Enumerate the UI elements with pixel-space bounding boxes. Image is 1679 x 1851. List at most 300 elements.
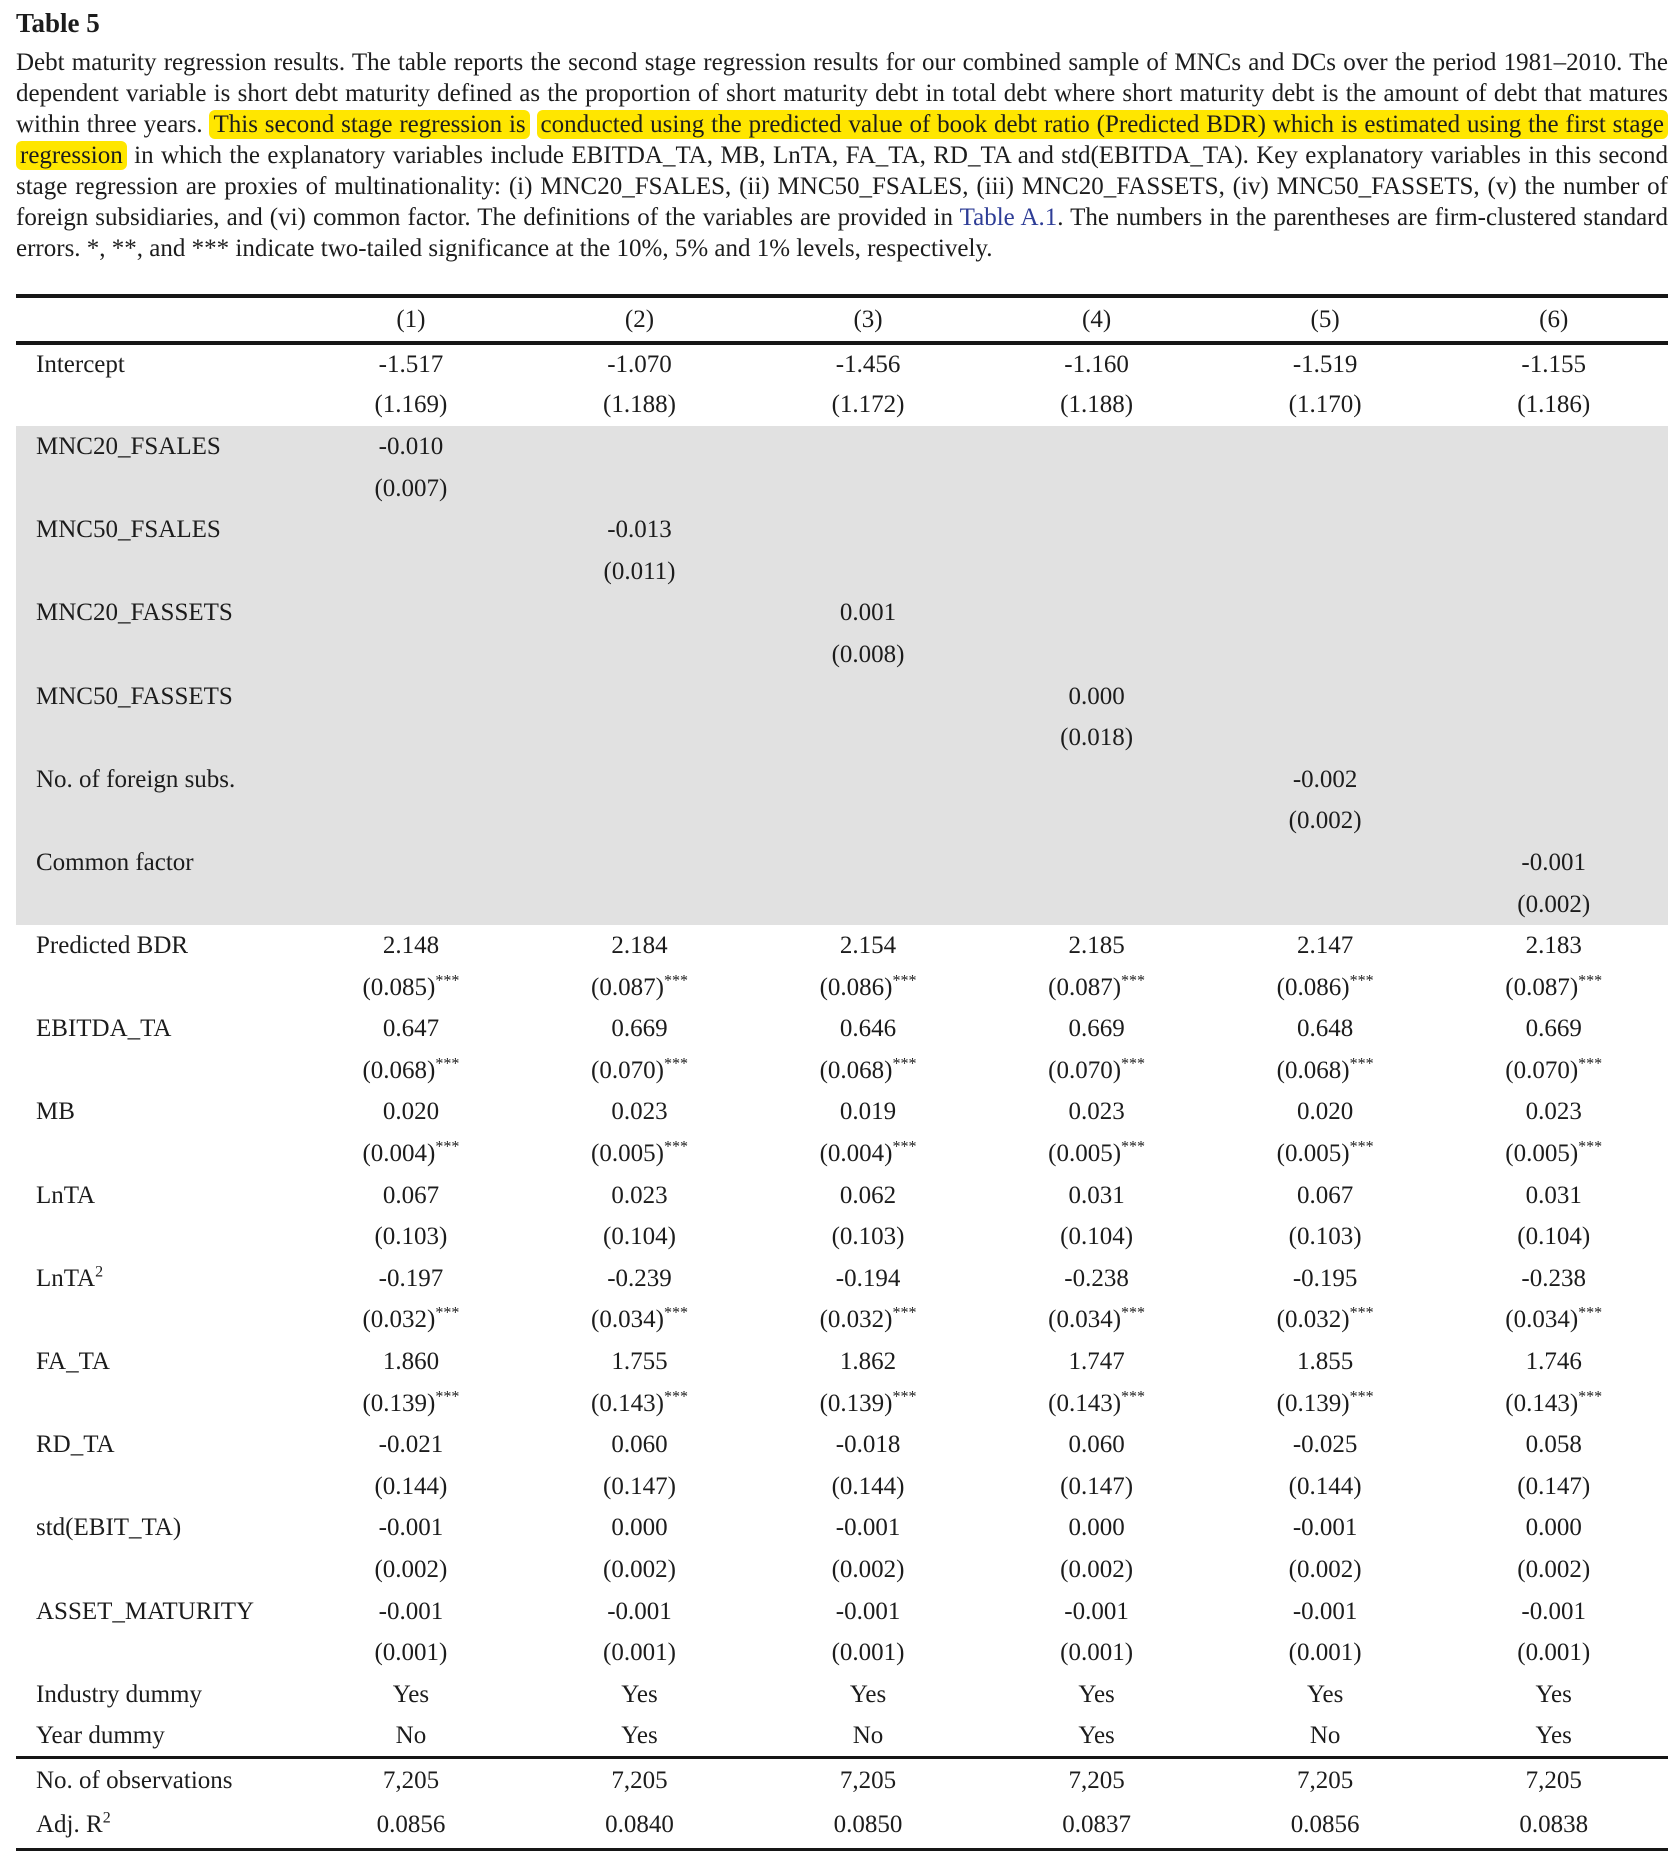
value-cell: 0.031 [1525,1181,1582,1209]
value-cell: (0.086)*** [1276,972,1374,1001]
value-cell [982,551,1211,593]
table-row [16,1383,1668,1425]
row-label [16,1216,297,1258]
value-cell: 0.647 [382,1015,440,1043]
table-row [16,759,1668,801]
row-label: ASSET_MATURITY [36,1597,255,1625]
row-label [16,884,297,926]
value-cell [982,634,1211,676]
value-cell: 0.0856 [376,1811,446,1839]
value-cell: (0.068)*** [819,1055,917,1084]
value-cell: (1.172) [831,391,905,419]
value-cell: (0.032)*** [819,1305,917,1334]
value-cell: -0.001 [1292,1514,1358,1542]
value-cell: (0.007) [374,474,448,502]
value-cell: -0.001 [1521,1597,1586,1625]
table-row [16,1716,1668,1758]
value-cell: (0.005)*** [591,1138,688,1168]
value-cell [754,468,983,510]
value-cell [754,676,983,718]
row-label [16,717,297,759]
value-cell: (0.139)*** [362,1388,460,1417]
value-cell: -0.001 [835,1514,901,1542]
row-label [16,967,297,1009]
value-cell: 1.755 [611,1348,668,1376]
value-cell: (0.002) [1288,1556,1362,1584]
row-label: MB [36,1098,75,1126]
row-label: std(EBIT_TA) [36,1514,182,1542]
value-cell [1439,426,1668,468]
value-cell: 1.860 [382,1348,440,1376]
value-cell: -0.194 [835,1264,901,1292]
table-row [16,1258,1668,1300]
table-row [16,593,1668,635]
value-cell: (0.143)*** [591,1388,688,1417]
value-cell: 0.067 [382,1181,440,1209]
value-cell [297,759,526,801]
table-row [16,1591,1668,1633]
value-cell: (0.103) [374,1223,448,1251]
value-cell: (0.001) [1288,1639,1362,1667]
value-cell: -0.002 [1292,765,1358,793]
row-label: No. of foreign subs. [36,765,236,793]
value-cell: (0.001) [1060,1639,1134,1667]
value-cell: -0.001 [378,1597,444,1625]
highlight-span: This second stage regression is [209,110,529,139]
value-cell: 0.023 [611,1181,668,1209]
value-cell [1439,468,1668,510]
value-cell [525,801,754,843]
value-cell [297,884,526,926]
value-cell [297,717,526,759]
table-row [16,1133,1668,1175]
value-cell [297,801,526,843]
row-label: FA_TA [36,1348,110,1376]
value-cell: -0.001 [1521,848,1586,876]
value-cell: (0.004)*** [819,1138,917,1168]
value-cell: (0.070)*** [1048,1055,1146,1084]
value-cell: -1.070 [607,350,672,378]
table-row [16,343,1668,385]
value-cell: -0.238 [1521,1264,1586,1292]
value-cell [1211,717,1440,759]
value-cell: -0.195 [1292,1264,1358,1292]
value-cell [1439,676,1668,718]
value-cell: 0.000 [1068,682,1125,710]
value-cell: 1.746 [1525,1348,1582,1376]
value-cell: (0.139)*** [819,1388,917,1417]
value-cell [297,634,526,676]
row-label: LnTA$^2$ [36,1263,104,1292]
value-cell: -0.021 [378,1431,444,1459]
table-row [16,551,1668,593]
value-cell [982,842,1211,884]
value-cell: 2.154 [839,932,897,960]
value-cell: (0.085)*** [362,972,460,1001]
value-cell [982,426,1211,468]
value-cell: (0.002) [1288,807,1362,835]
value-cell: (0.068)*** [1276,1055,1374,1084]
value-cell: (0.103) [1288,1223,1362,1251]
value-cell: -0.013 [607,516,672,544]
value-cell: (0.144) [1288,1472,1362,1500]
value-cell: -0.197 [378,1264,444,1292]
value-cell: 0.058 [1525,1431,1582,1459]
column-header: (6) [1539,305,1569,333]
value-cell: No [1309,1721,1341,1749]
row-label: MNC20_FSALES [36,432,221,460]
value-cell: Yes [621,1680,658,1708]
value-cell [1211,676,1440,718]
row-label: RD_TA [36,1431,115,1459]
row-label: Industry dummy [36,1680,202,1708]
value-cell: 7,205 [1068,1766,1125,1794]
value-cell: 0.001 [839,599,897,627]
row-label [16,1050,297,1092]
value-cell: (0.011) [603,557,676,585]
header-blank-cell [16,296,297,343]
value-cell: -0.238 [1064,1264,1129,1292]
value-cell: (0.002) [831,1556,905,1584]
row-label [16,468,297,510]
value-cell: -0.025 [1292,1431,1358,1459]
value-cell [754,801,983,843]
row-label: Common factor [36,848,194,876]
caption-text: in which the explanatory variables include EBITDA_TA, MB, LnTA, FA_TA, RD_TA and std(EBITDA_TA). Key explanatory variables in this second stage regression are proxies of multinationality: (i) MNC20_FSALES, (ii) MNC50_FSALES, (iii) MNC20_FASSETS, (iv) MNC50_FASSETS, (v) the number of foreign subsidiaries, and (vi) common factor. The definitions of the variables are provided in [16,142,1668,231]
value-cell [1211,884,1440,926]
value-cell: 0.019 [839,1098,897,1126]
value-cell: 0.060 [1068,1431,1125,1459]
table-row [16,884,1668,926]
value-cell: 0.000 [1525,1514,1582,1542]
table-row [16,634,1668,676]
value-cell: 0.0856 [1290,1811,1360,1839]
value-cell: 1.855 [1297,1348,1354,1376]
value-cell [1439,717,1668,759]
value-cell: (0.070)*** [1505,1055,1603,1084]
value-cell [982,884,1211,926]
value-cell: (0.034)*** [591,1305,688,1334]
table-row [16,1300,1668,1342]
value-cell [754,842,983,884]
value-cell: 0.023 [1525,1098,1582,1126]
table-caption [16,47,1668,264]
value-cell [1211,634,1440,676]
value-cell [297,842,526,884]
value-cell: 0.023 [611,1098,668,1126]
highlight-span: conducted using the predicted value of book debt ratio (Predicted BDR) which is estimated using the first stage regression [16,110,1668,170]
value-cell: (0.002) [1060,1556,1134,1584]
value-cell: -0.001 [378,1514,444,1542]
value-cell: -1.456 [835,350,901,378]
value-cell: (0.104) [603,1223,676,1251]
row-label [16,634,297,676]
table-row [16,1216,1668,1258]
value-cell: -1.517 [378,350,444,378]
value-cell [297,676,526,718]
value-cell: No [852,1721,884,1749]
value-cell: (0.002) [603,1556,676,1584]
value-cell: 7,205 [839,1766,897,1794]
value-cell: 7,205 [1297,1766,1354,1794]
value-cell: -0.001 [1292,1597,1358,1625]
row-label [16,551,297,593]
row-label: MNC50_FASSETS [36,682,233,710]
value-cell [1439,634,1668,676]
value-cell [525,759,754,801]
column-header: (5) [1310,305,1340,333]
row-label: Intercept [36,350,125,378]
row-label [16,801,297,843]
table-footer [16,1757,1668,1849]
column-header: (1) [396,305,426,333]
row-label [16,1549,297,1591]
table-row [16,1466,1668,1508]
value-cell: 0.648 [1297,1015,1354,1043]
table-row [16,1674,1668,1716]
value-cell [525,593,754,635]
row-label: MNC50_FSALES [36,516,221,544]
caption-text [530,111,537,138]
table-row [16,1092,1668,1134]
value-cell: Yes [1078,1721,1115,1749]
value-cell [1439,801,1668,843]
value-cell: 0.000 [1068,1514,1125,1542]
value-cell: -1.160 [1064,350,1129,378]
value-cell: (0.034)*** [1048,1305,1146,1334]
footer-row [16,1757,1668,1803]
value-cell: (0.104) [1517,1223,1591,1251]
value-cell: (0.002) [1517,890,1591,918]
value-cell: (0.002) [374,1556,448,1584]
value-cell: 0.067 [1297,1181,1354,1209]
value-cell [297,593,526,635]
value-cell [1211,593,1440,635]
value-cell: (1.188) [1060,391,1134,419]
value-cell [1439,593,1668,635]
value-cell [525,676,754,718]
value-cell: (0.005)*** [1505,1138,1603,1168]
value-cell: (0.144) [374,1472,448,1500]
value-cell: 0.000 [611,1514,668,1542]
row-label: No. of observations [36,1766,233,1794]
value-cell: 0.0838 [1519,1811,1589,1839]
row-label [16,1300,297,1342]
value-cell [525,634,754,676]
value-cell: 1.862 [839,1348,897,1376]
table-row [16,801,1668,843]
value-cell: -1.519 [1292,350,1358,378]
row-label [16,385,297,427]
value-cell: (0.005)*** [1048,1138,1146,1168]
table-row [16,842,1668,884]
table-row [16,385,1668,427]
value-cell: (0.001) [1517,1639,1591,1667]
value-cell: -0.001 [607,1597,672,1625]
value-cell [1211,468,1440,510]
value-cell [525,717,754,759]
value-cell: (0.087)*** [1048,972,1146,1001]
value-cell [982,759,1211,801]
value-cell [525,884,754,926]
value-cell [525,842,754,884]
value-cell: Yes [849,1680,887,1708]
value-cell: (0.086)*** [819,972,917,1001]
value-cell: (0.087)*** [591,972,688,1001]
table-a1-link[interactable]: Table A.1 [959,204,1058,231]
value-cell [1211,426,1440,468]
value-cell [754,717,983,759]
value-cell: (0.004)*** [362,1138,460,1168]
row-label: Predicted BDR [36,932,189,960]
value-cell [982,509,1211,551]
value-cell: 2.148 [382,932,440,960]
table-title: Table 5 [16,8,100,38]
value-cell: (1.186) [1517,391,1591,419]
value-cell: (0.087)*** [1505,972,1603,1001]
table-header [16,296,1668,343]
value-cell: Yes [1078,1680,1115,1708]
value-cell: 1.747 [1068,1348,1125,1376]
value-cell: (1.169) [374,391,448,419]
value-cell: 0.0840 [605,1811,674,1839]
value-cell: 2.185 [1068,932,1125,960]
table-row [16,426,1668,468]
value-cell: (1.188) [603,391,676,419]
value-cell [525,468,754,510]
value-cell: (0.001) [603,1639,676,1667]
value-cell: Yes [621,1721,658,1749]
value-cell: 7,205 [1525,1766,1582,1794]
value-cell [1439,551,1668,593]
table-row [16,925,1668,967]
row-label [16,1466,297,1508]
value-cell [297,551,526,593]
value-cell: 0.646 [839,1015,897,1043]
table-row [16,468,1668,510]
value-cell [754,509,983,551]
value-cell: 0.020 [382,1098,440,1126]
value-cell: (0.034)*** [1505,1305,1603,1334]
value-cell: 2.183 [1525,932,1582,960]
caption-text: Debt maturity regression results. The table reports the second stage regression results for our combined sample of MNCs and DCs over the period 1981–2010. The dependent variable is short debt maturity defined as the proportion of short maturity debt in total debt where short maturity debt is the amount of debt that matures within three years. [16,49,1668,138]
caption-text: . The numbers in the parentheses are firm-clustered standard errors. *, **, and *** indicate two-tailed significance at the 10%, 5% and 1% levels, respectively. [16,204,1668,262]
value-cell: 0.062 [839,1181,897,1209]
value-cell: 0.0850 [833,1811,903,1839]
value-cell: -0.001 [835,1597,901,1625]
table-row [16,1549,1668,1591]
row-label [16,1632,297,1674]
value-cell: (0.032)*** [362,1305,460,1334]
value-cell: No [395,1721,427,1749]
table-row [16,1050,1668,1092]
value-cell: (0.001) [374,1639,448,1667]
value-cell: (0.147) [1060,1472,1134,1500]
value-cell [754,426,983,468]
footer-row [16,1803,1668,1849]
table-row [16,676,1668,718]
value-cell: 0.023 [1068,1098,1125,1126]
value-cell: 0.031 [1068,1181,1125,1209]
value-cell: (0.068)*** [362,1055,460,1084]
value-cell [754,884,983,926]
value-cell: (0.147) [1517,1472,1591,1500]
value-cell [982,593,1211,635]
value-cell: -0.010 [378,432,444,460]
table-row [16,1175,1668,1217]
value-cell [1439,759,1668,801]
value-cell: Yes [1535,1680,1572,1708]
column-header-row [16,296,1668,343]
value-cell: (0.001) [831,1639,905,1667]
value-cell: 0.669 [1068,1015,1125,1043]
value-cell: -0.239 [607,1264,672,1292]
value-cell [525,426,754,468]
value-cell: Yes [1535,1721,1572,1749]
value-cell: -1.155 [1521,350,1586,378]
value-cell: 0.669 [611,1015,668,1043]
value-cell: -0.018 [835,1431,901,1459]
value-cell: 7,205 [382,1766,440,1794]
value-cell: (0.143)*** [1048,1388,1146,1417]
value-cell: 7,205 [611,1766,668,1794]
value-cell: (0.008) [831,640,905,668]
value-cell: Yes [1306,1680,1344,1708]
value-cell [1211,509,1440,551]
column-header: (2) [624,305,655,333]
value-cell [1439,509,1668,551]
row-label: Year dummy [36,1721,165,1749]
value-cell: (0.103) [831,1223,905,1251]
value-cell [297,509,526,551]
value-cell: 0.0837 [1062,1811,1131,1839]
value-cell: (0.139)*** [1276,1388,1374,1417]
row-label: MNC20_FASSETS [36,599,233,627]
value-cell: (0.002) [1517,1556,1591,1584]
value-cell: 2.184 [611,932,668,960]
value-cell: 2.147 [1297,932,1354,960]
value-cell: -0.001 [1064,1597,1129,1625]
value-cell [754,551,983,593]
table-row [16,967,1668,1009]
value-cell: (0.104) [1060,1223,1134,1251]
value-cell [982,801,1211,843]
column-header: (3) [853,305,883,333]
value-cell: (0.032)*** [1276,1305,1374,1334]
value-cell [1211,551,1440,593]
value-cell: (1.170) [1288,391,1362,419]
table-row [16,1424,1668,1466]
table-row [16,1341,1668,1383]
row-label: EBITDA_TA [36,1015,172,1043]
row-label [16,1133,297,1175]
value-cell: (0.147) [603,1472,676,1500]
value-cell: Yes [392,1680,430,1708]
row-label: LnTA [36,1181,96,1209]
table-row [16,1632,1668,1674]
table-row [16,509,1668,551]
row-label [16,1383,297,1425]
value-cell: (0.005)*** [1276,1138,1374,1168]
value-cell [1211,842,1440,884]
value-cell: 0.020 [1297,1098,1354,1126]
value-cell: (0.070)*** [591,1055,688,1084]
column-header: (4) [1082,305,1112,333]
value-cell: (0.143)*** [1505,1388,1603,1417]
value-cell: (0.018) [1060,724,1134,752]
value-cell: 0.669 [1525,1015,1582,1043]
table-row [16,1009,1668,1051]
